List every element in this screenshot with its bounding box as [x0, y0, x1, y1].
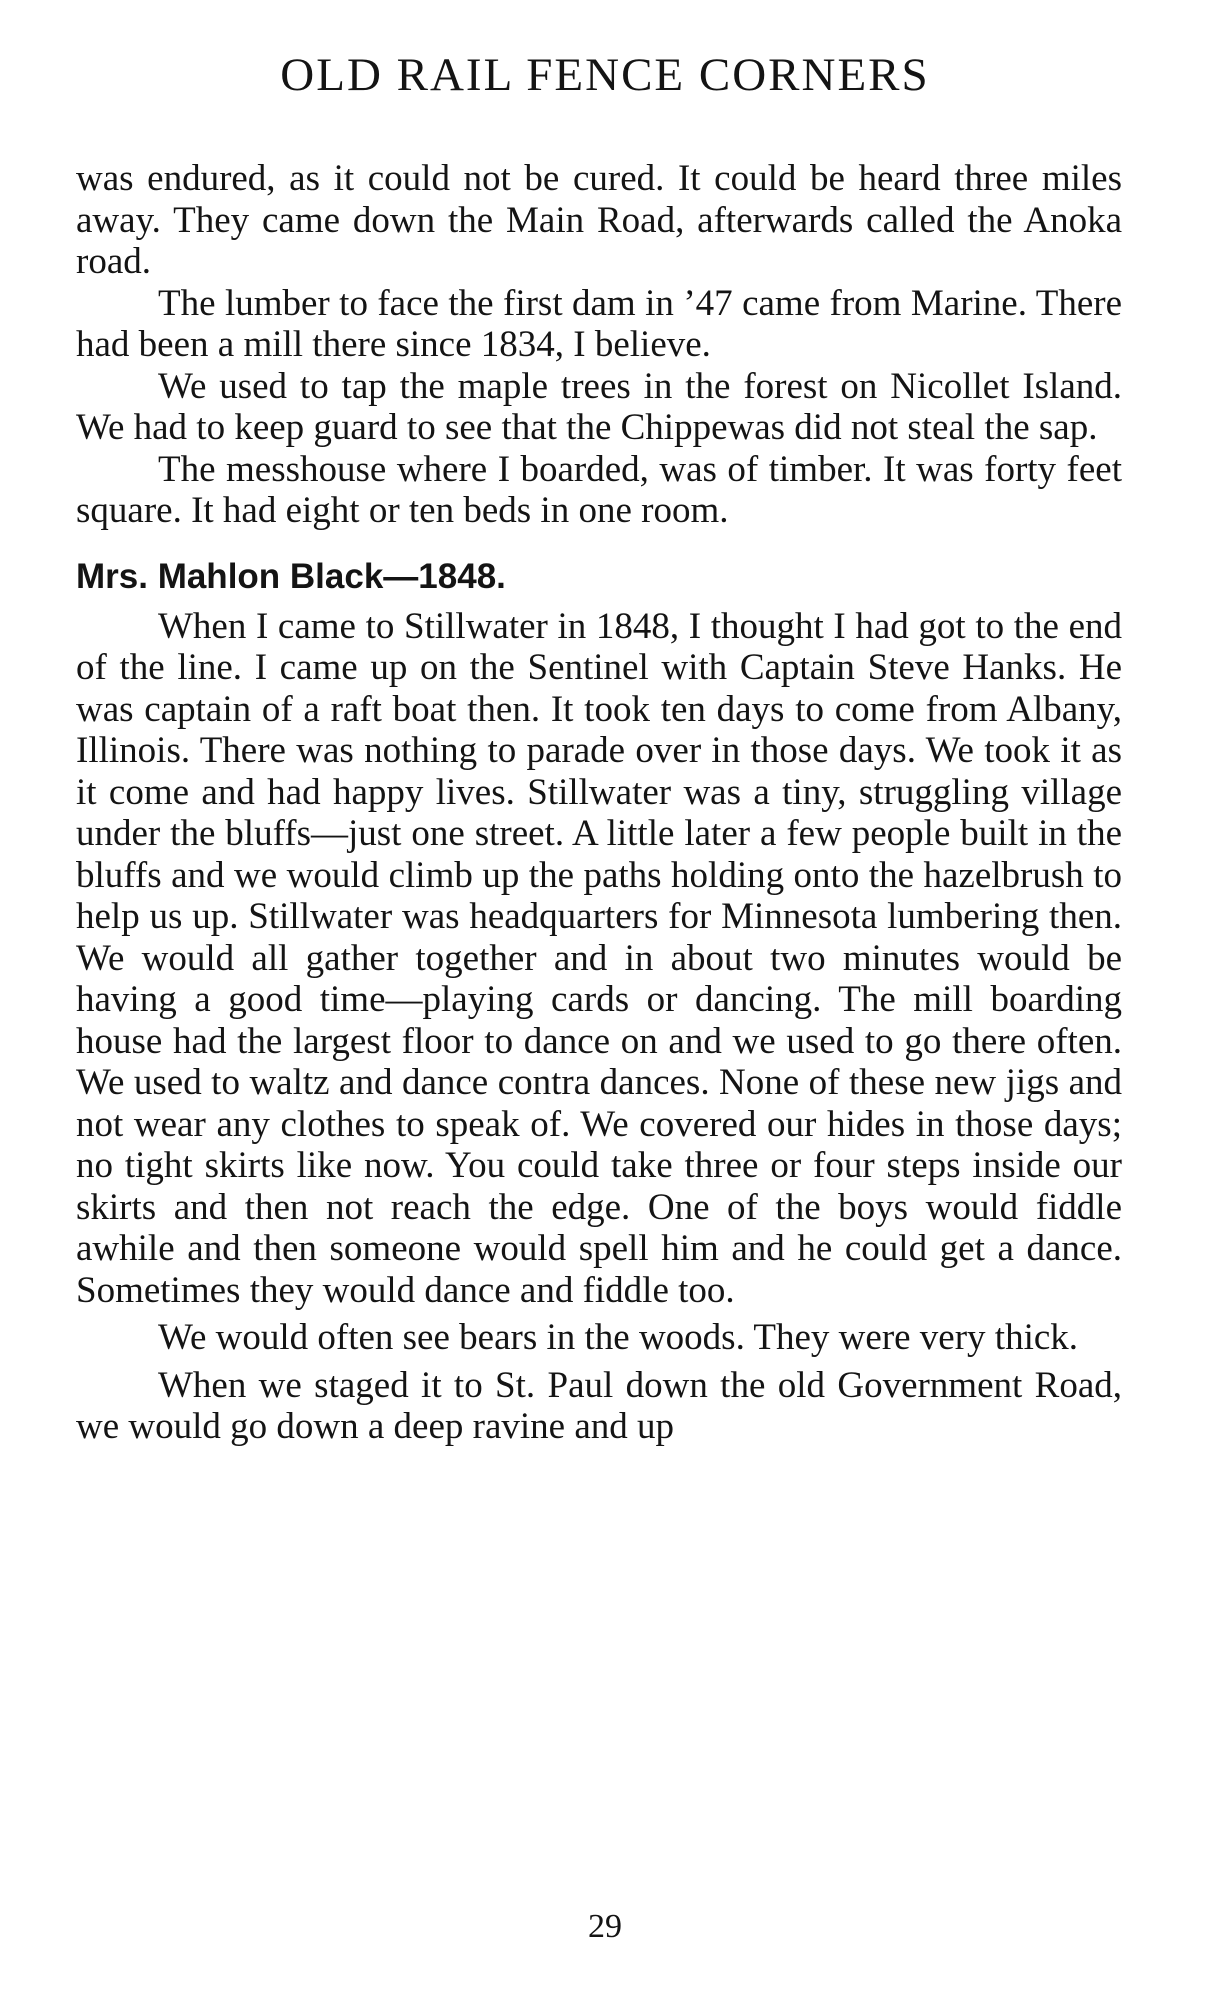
page-number: 29	[588, 1908, 622, 1945]
section-heading: Mrs. Mahlon Black—1848.	[76, 556, 506, 596]
paragraph-continued: was endured, as it could not be cured. It could be heard three miles away. They came down the Main Road, afterwards called the Anoka road.	[76, 158, 1122, 282]
running-head: OLD RAIL FENCE CORNERS	[280, 49, 930, 101]
paragraph-government-road: When we staged it to St. Paul down the old Government Road, we would go down a deep ravine and up	[76, 1364, 1122, 1447]
paragraph-messhouse: The messhouse where I boarded, was of timber. It was forty feet square. It had eight or ten beds in one room.	[76, 448, 1122, 531]
paragraph-lumber: The lumber to face the first dam in ’47 came from Marine. There had been a mill there since 1834, I believe.	[76, 282, 1122, 365]
page-body	[76, 158, 1122, 1448]
paragraph-maple-trees: We used to tap the maple trees in the forest on Nicollet Island. We had to keep guard to see that the Chippewas did not steal the sap.	[76, 365, 1122, 448]
paragraph-stillwater: When I came to Stillwater in 1848, I thought I had got to the end of the line. I came up on the Sentinel with Captain Steve Hanks. He was captain of a raft boat then. It took ten days to come from Albany, Illinois. There was nothing to parade over in those days. We took it as it come and had happy lives. Stillwater was a tiny, struggling village under the bluffs—just one street. A little later a few people built in the bluffs and we would climb up the paths holding onto the hazelbrush to help us up. Stillwater was headquarters for Minnesota lumbering then. We would all gather together and in about two minutes would be having a good time—playing cards or dancing. The mill boarding house had the largest floor to dance on and we used to go there often. We used to waltz and dance contra dances. None of these new jigs and not wear any clothes to speak of. We covered our hides in those days; no tight skirts like now. You could take three or four steps inside our skirts and then not reach the edge. One of the boys would fiddle awhile and then someone would spell him and he could get a dance. Sometimes they would dance and fiddle too.	[76, 605, 1122, 1311]
paragraph-bears: We would often see bears in the woods. They were very thick.	[158, 1317, 1079, 1358]
